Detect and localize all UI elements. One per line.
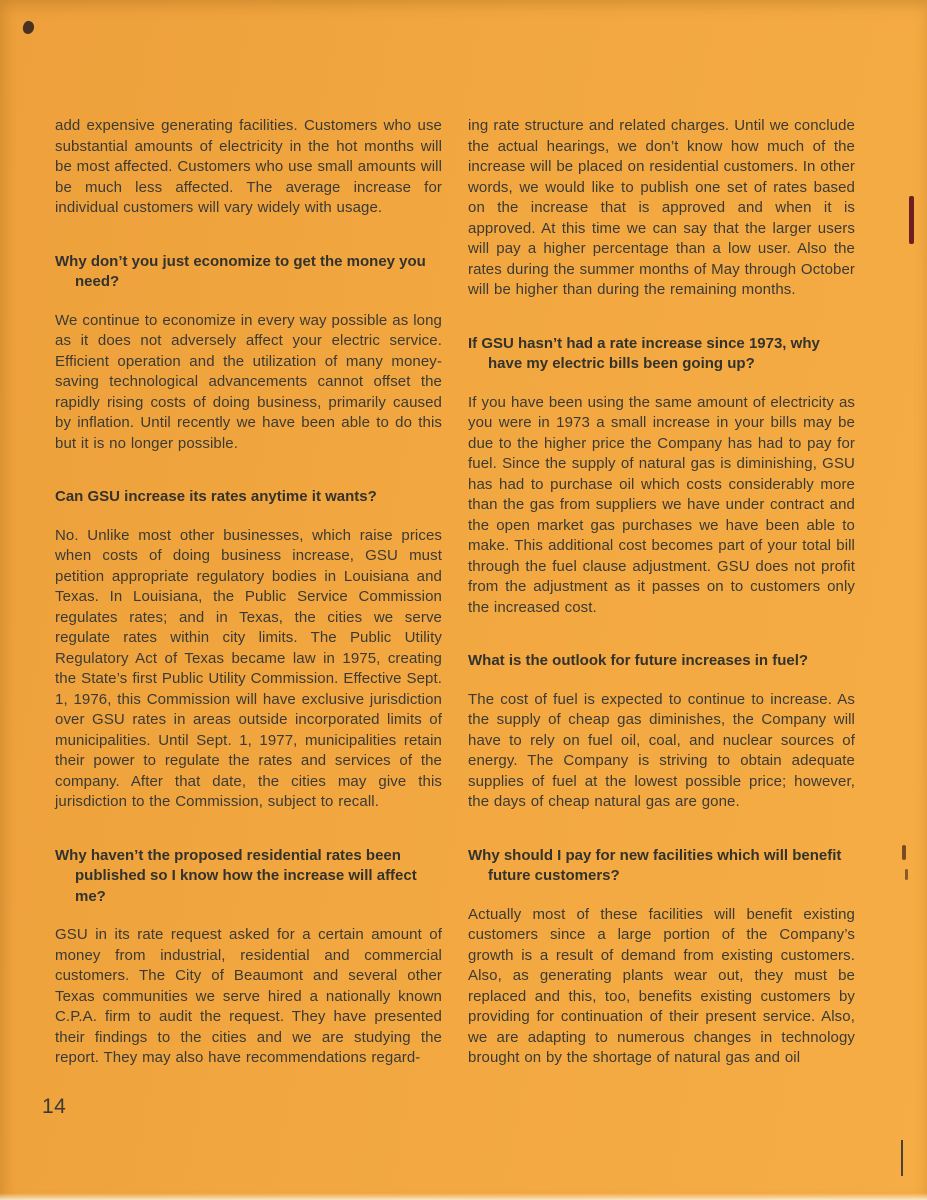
- paper-bottom-edge: [0, 1193, 927, 1200]
- question-rate-increase-anytime: Can GSU increase its rates anytime it wants?: [55, 488, 377, 505]
- scan-artifact-right-edge: [909, 196, 914, 244]
- scan-artifact-top-left: [21, 20, 35, 36]
- paragraph-continued: add expensive generating facilities. Customers who use substantial amounts of electricity in the hot months will be most affected. Customers who use small amounts will be much less affected. The average increase for individual customers will vary widely with usage.: [55, 117, 442, 216]
- right-column: [468, 116, 855, 1069]
- question-bills-going-up: If GSU hasn’t had a rate increase since 1973, why have my electric bills been going up?: [468, 334, 820, 372]
- left-column: [55, 116, 442, 1069]
- answer-pay-for-new-facilities: Actually most of these facilities will benefit existing customers since a large portion of the Company’s growth is a result of demand from existing customers. Also, as generating plants wear out, they must be replaced and this, too, benefits existing customers by providing for continuation of their present service. Also, we are adapting to numerous changes in technology brought on by the shortage of natural gas and oil: [468, 905, 855, 1066]
- answer-rate-increase-anytime: No. Unlike most other businesses, which raise prices when costs of doing business increase, GSU must petition appropriate regulatory bodies in Louisiana and Texas. In Louisiana, the Public Service Commission regulates rates; and in Texas, the cities we serve regulate rates within city limits. The Public Utility Regulatory Act of Texas became law in 1975, creating the State’s first Public Utility Commission. Effective Sept. 1, 1976, this Commission will have exclusive jurisdiction over GSU rates in areas outside incorporated limits of municipalities. Until Sept. 1, 1977, municipalities retain their power to regulate the rates and services of the company. After that date, the cities may give this jurisdiction to the Commission, subject to recall.: [55, 526, 442, 810]
- paragraph-continued: ing rate structure and related charges. Until we conclude the actual hearings, we don’t know how much of the increase will be placed on residential customers. In other words, we would like to publish one set of rates based on the increase that is approved and when it is approved. At this time we can say that the larger users will pay a higher percentage than a low user. Also the rates during the summer months of May through October will be higher than during the remaining months.: [468, 117, 855, 298]
- question-pay-for-new-facilities: Why should I pay for new facilities which will benefit future customers?: [468, 846, 842, 884]
- page-number: 14: [42, 1095, 67, 1118]
- question-fuel-outlook: What is the outlook for future increases in fuel?: [468, 652, 809, 669]
- question-economize: Why don’t you just economize to get the money you need?: [55, 252, 426, 290]
- page-content: [55, 116, 855, 1069]
- scan-artifact-right-small: [905, 869, 908, 880]
- scan-artifact-right-small: [902, 845, 906, 860]
- answer-residential-rates-published: GSU in its rate request asked for a certain amount of money from industrial, residential and commercial customers. The City of Beaumont and several other Texas communities we serve hired a nationally known C.P.A. firm to audit the request. They have presented their findings to the cities and we are studying the report. They may also have recommendations regard-: [55, 926, 442, 1066]
- scan-artifact-bottom-right: [901, 1140, 903, 1176]
- answer-fuel-outlook: The cost of fuel is expected to continue to increase. As the supply of cheap gas diminishes, the Company will have to rely on fuel oil, coal, and nuclear sources of energy. The Company is striving to obtain adequate supplies of fuel at the lowest possible price; however, the days of cheap natural gas are gone.: [468, 690, 855, 810]
- answer-economize: We continue to economize in every way possible as long as it does not adversely affect your electric service. Efficient operation and the utilization of many money-saving technological advancements cannot offset the rapidly rising costs of doing business, primarily caused by inflation. Until recently we have been able to do this but it is no longer possible.: [55, 311, 442, 452]
- answer-bills-going-up: If you have been using the same amount of electricity as you were in 1973 a small increase in your bills may be due to the higher price the Company has had to pay for fuel. Since the supply of natural gas is diminishing, GSU has had to purchase oil which costs considerably more than the gas from suppliers we have under contract and the open market gas purchases we have been able to make. This additional cost becomes part of your total bill through the fuel clause adjustment. GSU does not profit from the adjustment as it passes on to customers only the increased cost.: [468, 393, 855, 616]
- question-residential-rates-published: Why haven’t the proposed residential rates been published so I know how the increase will affect me?: [55, 846, 417, 905]
